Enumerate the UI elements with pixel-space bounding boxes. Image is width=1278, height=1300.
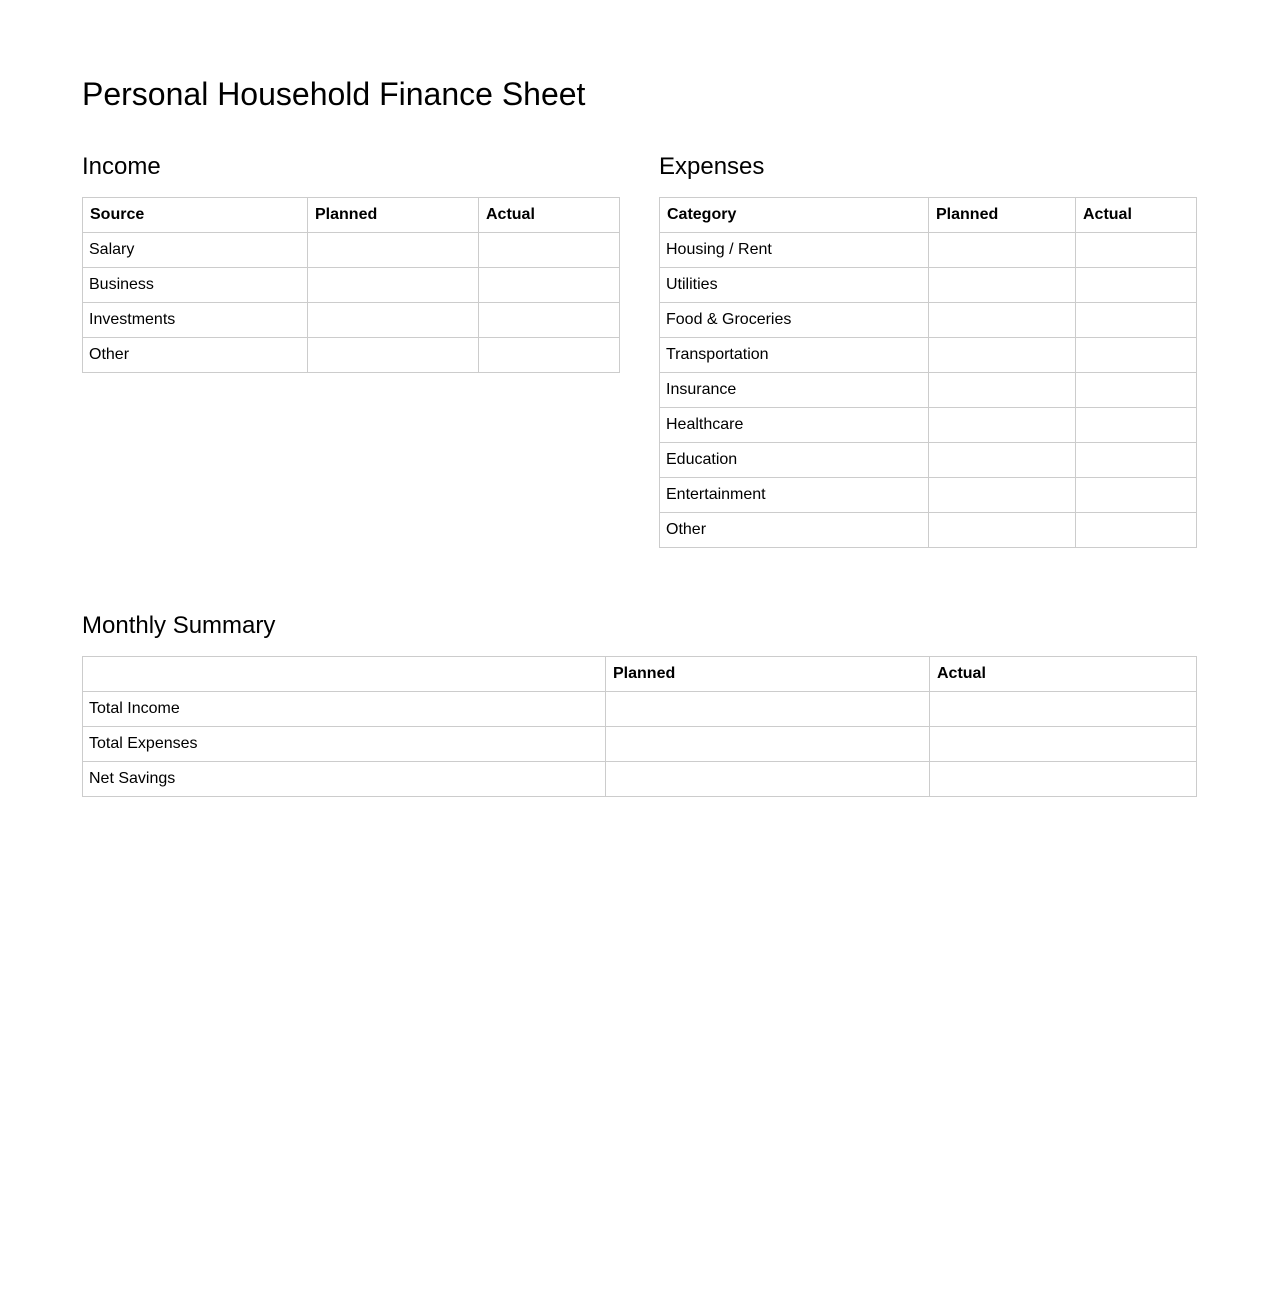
summary-table bbox=[82, 656, 1197, 797]
actual-cell[interactable] bbox=[1076, 303, 1197, 338]
row-label: Salary bbox=[83, 233, 308, 268]
actual-cell[interactable] bbox=[479, 338, 620, 373]
actual-cell[interactable] bbox=[930, 727, 1197, 762]
income-section-title: Income bbox=[82, 153, 161, 180]
column-header-actual: Actual bbox=[930, 657, 1197, 692]
row-label: Net Savings bbox=[83, 762, 606, 797]
table-row bbox=[660, 513, 1197, 548]
table-row bbox=[83, 692, 1197, 727]
summary-section-title: Monthly Summary bbox=[82, 612, 276, 639]
actual-cell[interactable] bbox=[1076, 268, 1197, 303]
row-label: Total Expenses bbox=[83, 727, 606, 762]
column-header-source: Source bbox=[83, 198, 308, 233]
planned-cell[interactable] bbox=[606, 762, 930, 797]
actual-cell[interactable] bbox=[479, 233, 620, 268]
table-row bbox=[660, 338, 1197, 373]
row-label: Other bbox=[83, 338, 308, 373]
actual-cell[interactable] bbox=[1076, 373, 1197, 408]
planned-cell[interactable] bbox=[308, 233, 479, 268]
planned-cell[interactable] bbox=[308, 268, 479, 303]
planned-cell[interactable] bbox=[929, 408, 1076, 443]
actual-cell[interactable] bbox=[1076, 408, 1197, 443]
actual-cell[interactable] bbox=[1076, 513, 1197, 548]
row-label: Healthcare bbox=[660, 408, 929, 443]
table-row bbox=[660, 408, 1197, 443]
actual-cell[interactable] bbox=[1076, 478, 1197, 513]
table-row bbox=[660, 373, 1197, 408]
table-row bbox=[83, 268, 620, 303]
actual-cell[interactable] bbox=[479, 268, 620, 303]
actual-cell[interactable] bbox=[930, 762, 1197, 797]
planned-cell[interactable] bbox=[929, 233, 1076, 268]
row-label: Insurance bbox=[660, 373, 929, 408]
row-label: Entertainment bbox=[660, 478, 929, 513]
planned-cell[interactable] bbox=[606, 727, 930, 762]
row-label: Education bbox=[660, 443, 929, 478]
row-label: Utilities bbox=[660, 268, 929, 303]
expenses-header-row bbox=[660, 198, 1197, 233]
income-table bbox=[82, 197, 620, 373]
table-row bbox=[83, 727, 1197, 762]
column-header-planned: Planned bbox=[606, 657, 930, 692]
table-row bbox=[660, 443, 1197, 478]
row-label: Total Income bbox=[83, 692, 606, 727]
row-label: Housing / Rent bbox=[660, 233, 929, 268]
row-label: Other bbox=[660, 513, 929, 548]
planned-cell[interactable] bbox=[929, 303, 1076, 338]
row-label: Food & Groceries bbox=[660, 303, 929, 338]
row-label: Transportation bbox=[660, 338, 929, 373]
table-row bbox=[83, 303, 620, 338]
column-header-actual: Actual bbox=[1076, 198, 1197, 233]
column-header-planned: Planned bbox=[929, 198, 1076, 233]
table-row bbox=[83, 338, 620, 373]
actual-cell[interactable] bbox=[1076, 443, 1197, 478]
actual-cell[interactable] bbox=[930, 692, 1197, 727]
column-header-planned: Planned bbox=[308, 198, 479, 233]
row-label: Business bbox=[83, 268, 308, 303]
column-header-blank bbox=[83, 657, 606, 692]
row-label: Investments bbox=[83, 303, 308, 338]
planned-cell[interactable] bbox=[308, 303, 479, 338]
column-header-actual: Actual bbox=[479, 198, 620, 233]
planned-cell[interactable] bbox=[929, 268, 1076, 303]
planned-cell[interactable] bbox=[929, 478, 1076, 513]
planned-cell[interactable] bbox=[929, 443, 1076, 478]
table-row bbox=[83, 762, 1197, 797]
income-header-row bbox=[83, 198, 620, 233]
page-title: Personal Household Finance Sheet bbox=[82, 76, 586, 112]
expenses-table bbox=[659, 197, 1197, 548]
actual-cell[interactable] bbox=[1076, 233, 1197, 268]
table-row bbox=[660, 478, 1197, 513]
actual-cell[interactable] bbox=[1076, 338, 1197, 373]
table-row bbox=[660, 303, 1197, 338]
table-row bbox=[660, 268, 1197, 303]
column-header-category: Category bbox=[660, 198, 929, 233]
planned-cell[interactable] bbox=[308, 338, 479, 373]
planned-cell[interactable] bbox=[929, 373, 1076, 408]
summary-header-row bbox=[83, 657, 1197, 692]
planned-cell[interactable] bbox=[606, 692, 930, 727]
actual-cell[interactable] bbox=[479, 303, 620, 338]
table-row bbox=[83, 233, 620, 268]
table-row bbox=[660, 233, 1197, 268]
expenses-section-title: Expenses bbox=[659, 153, 765, 180]
planned-cell[interactable] bbox=[929, 338, 1076, 373]
planned-cell[interactable] bbox=[929, 513, 1076, 548]
